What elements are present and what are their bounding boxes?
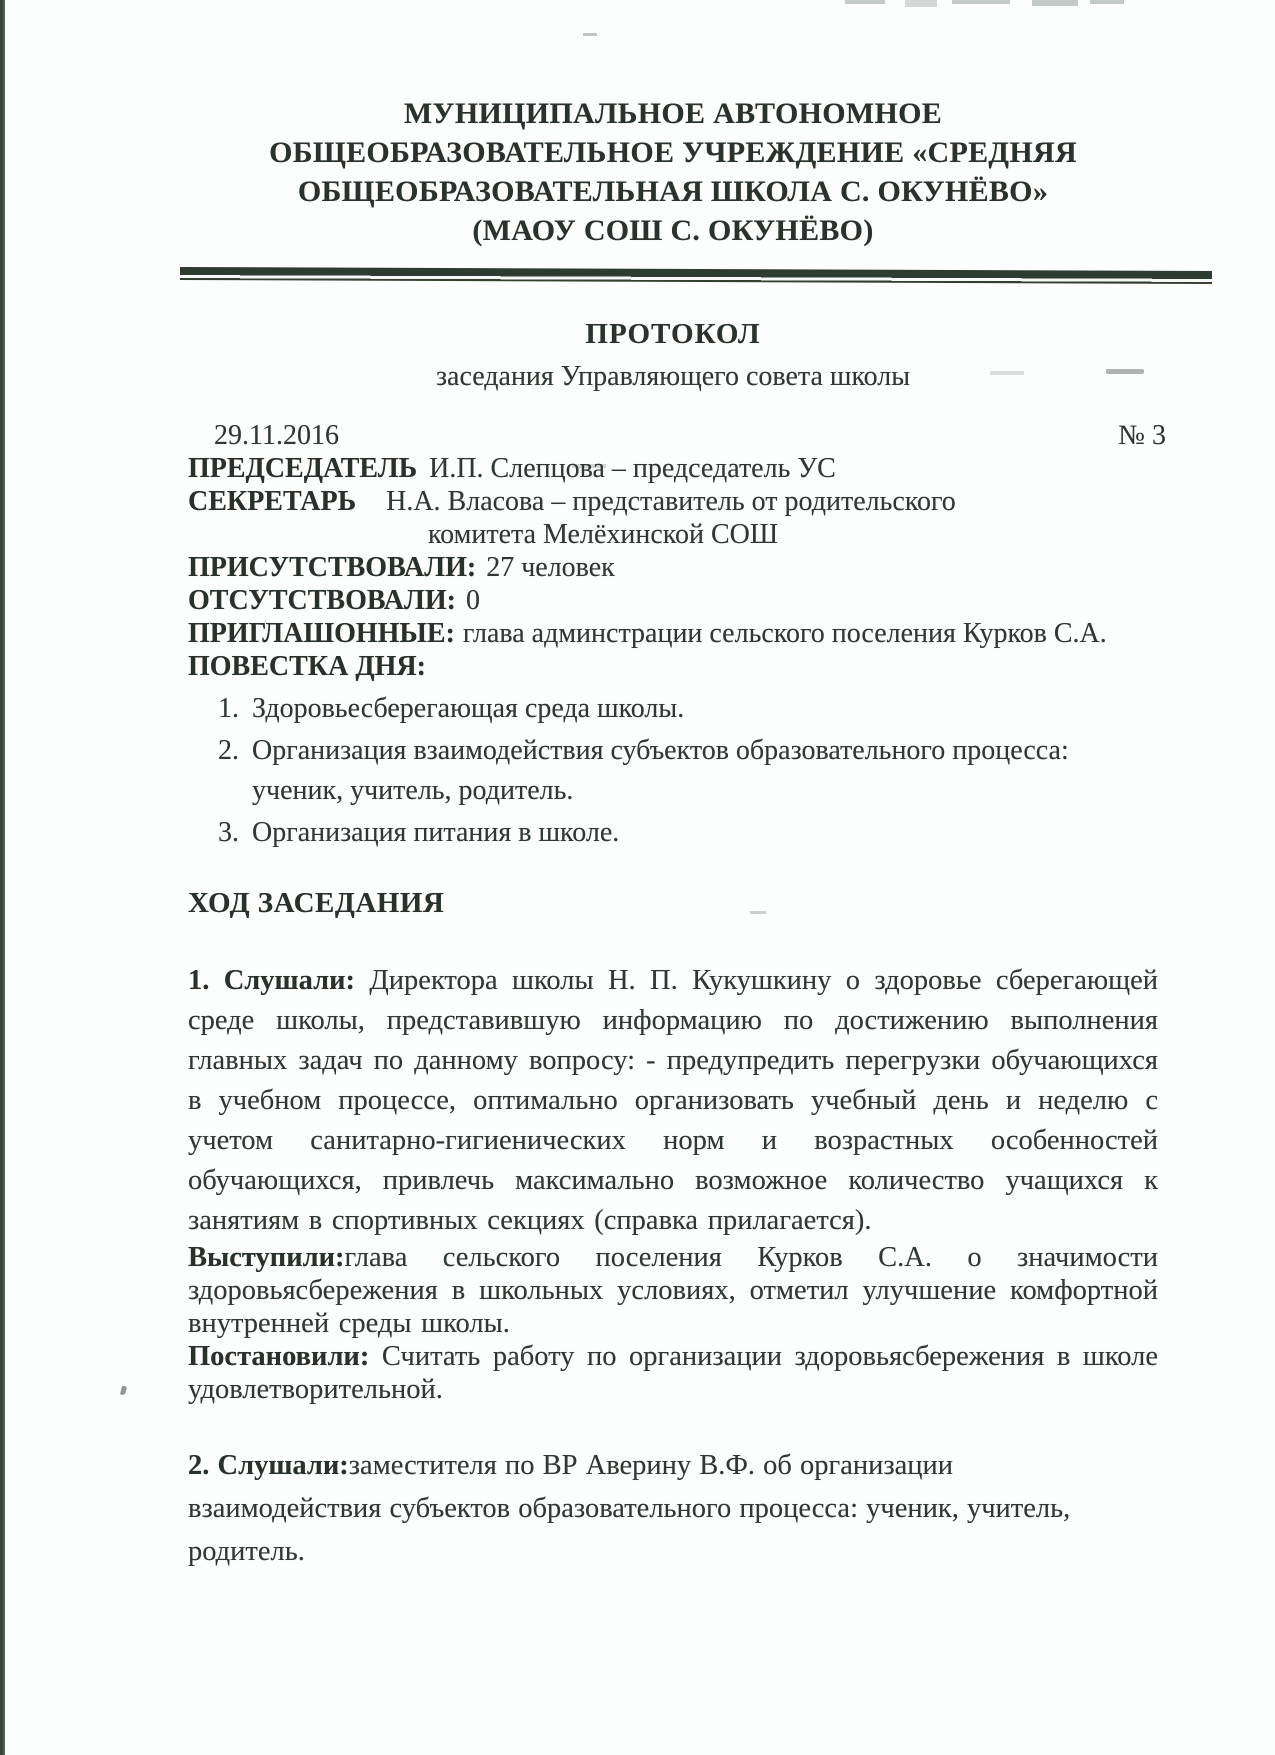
chairman-line [188, 452, 1158, 485]
item1-resolved-paragraph [188, 1340, 1158, 1406]
agenda-list [188, 689, 1090, 853]
agenda-item-3: 3. Организация питания в школе. [246, 813, 1090, 853]
present-value: 27 человек [486, 552, 615, 583]
item2-listened-paragraph [188, 1444, 1158, 1573]
org-name-line-2: ОБЩЕОБРАЗОВАТЕЛЬНОЕ УЧРЕЖДЕНИЕ «СРЕДНЯЯ [269, 136, 1077, 169]
meeting-meta [188, 452, 1158, 650]
invited-value: глава админстрации сельского поселения Курков С.А. [462, 618, 1107, 649]
protocol-date: 29.11.2016 [214, 420, 339, 451]
proceedings-heading: ХОД ЗАСЕДАНИЯ [188, 887, 445, 919]
secretary-label: СЕКРЕТАРЬ [188, 486, 357, 517]
date-number-row [188, 419, 1166, 452]
scan-speck [120, 1386, 127, 1396]
invited-label: ПРИГЛАШОННЫЕ: [188, 618, 455, 649]
scan-edge-strip [0, 0, 5, 1755]
absent-line [188, 584, 1158, 617]
protocol-subtitle: заседания Управляющего совета школы [435, 361, 911, 392]
invited-line [188, 617, 1158, 650]
item1-listened-label: 1. Слушали: [188, 965, 356, 996]
agenda-heading: ПОВЕСТКА ДНЯ: [188, 651, 426, 682]
agenda-item-2: 2. Организация взаимодействия субъектов образовательного процесса: ученик, учитель, родитель. [246, 731, 1090, 811]
item2-listened-text: заместителя по ВР Аверину В.Ф. об организации [348, 1450, 954, 1481]
item1-resolved-label: Постановили: [188, 1341, 370, 1372]
document-body [188, 0, 1166, 1573]
item1-listened-text: Директора школы Н. П. Кукушкину о здоровье сберегающей среде школы, представившую информацию по достижению выполнения главных задач по данному вопросу: - предупредить перегрузки обучающихся в учебном процессе, оптимально организовать учебный день и неделю с учетом санитарно-гигиенических норм и возрастных особенностей обучающихся, привлечь максимально возможное количество учащихся к занятиям в спортивных секциях (справка прилагается). [188, 965, 1158, 1236]
organization-name [188, 0, 1158, 250]
item1-listened-paragraph [188, 961, 1158, 1241]
item1-resolved-text: Считать работу по организации здоровьясбережения в школе удовлетворительной. [188, 1341, 1158, 1405]
item1-spoke-paragraph [188, 1241, 1158, 1340]
item2-listened-text-2: взаимодействия субъектов образовательного процесса: ученик, учитель, родитель. [188, 1493, 1071, 1567]
absent-label: ОТСУТСТВОВАЛИ: [188, 585, 456, 616]
present-line [188, 551, 1158, 584]
org-name-line-1: МУНИЦИПАЛЬНОЕ АВТОНОМНОЕ [403, 97, 943, 130]
secretary-line [188, 485, 1158, 518]
item2-listened-label: 2. Слушали: [188, 1450, 349, 1481]
present-label: ПРИСУТСТВОВАЛИ: [188, 552, 477, 583]
protocol-number: № 3 [1118, 420, 1166, 451]
chairman-value: И.П. Слепцова – председатель УС [429, 453, 836, 484]
secretary-value: Н.А. Власова – представитель от родительского [386, 486, 956, 517]
item1-spoke-text: глава сельского поселения Курков С.А. о значимости здоровьясбережения в школьных условиях, отметил улучшение комфортной внутренней среды школы. [188, 1242, 1158, 1339]
secretary-line-2: комитета Мелёхинской СОШ [428, 519, 779, 550]
agenda-item-1: 1. Здоровьесберегающая среда школы. [246, 689, 1090, 729]
absent-value: 0 [465, 585, 480, 616]
org-name-line-4: (МАОУ СОШ С. ОКУНЁВО) [472, 214, 874, 247]
item1-spoke-label: Выступили: [188, 1242, 345, 1273]
org-name-line-3: ОБЩЕОБРАЗОВАТЕЛЬНАЯ ШКОЛА С. ОКУНЁВО» [297, 175, 1049, 208]
header-divider-rule [180, 267, 1212, 284]
protocol-title: ПРОТОКОЛ [585, 318, 761, 350]
chairman-label: ПРЕДСЕДАТЕЛЬ [188, 453, 418, 484]
